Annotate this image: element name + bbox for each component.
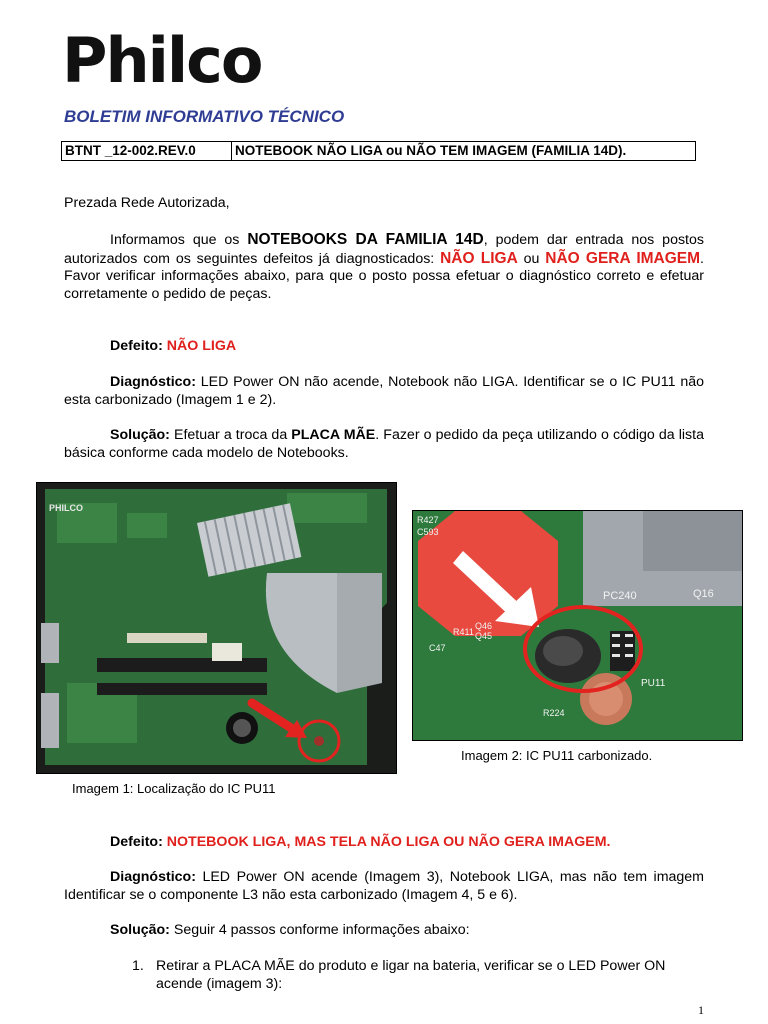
defect2-sol-text: Seguir 4 passos conforme informações abaixo: [169, 922, 470, 938]
defect2-label: Defeito: [110, 834, 167, 850]
defect1-label: Defeito: [110, 338, 167, 354]
intro-text-2: , podem dar entrada nos postos autorizados com os seguintes defeitos já diagnosticados: [64, 232, 704, 267]
pcb-label-3: PC240 [603, 590, 637, 602]
pcb-label-1: R427 [417, 515, 439, 525]
defect1-diagnosis [64, 374, 704, 409]
reference-title: NOTEBOOK NÃO LIGA ou NÃO TEM IMAGEM (FAMILIA 14D). [235, 143, 627, 158]
intro-text-1: Informamos que os [110, 232, 248, 248]
defect1-solution [64, 427, 704, 462]
intro-defect-2: NÃO GERA IMAGEM [545, 249, 701, 267]
intro-family: NOTEBOOKS DA FAMILIA 14D [247, 231, 484, 248]
defect2-diag-label: Diagnóstico: [110, 869, 196, 885]
defect2-solution [110, 922, 470, 940]
defect1-sol-text-2: . Fazer o pedido da peça utilizando o código da lista básica conforme cada modelo de Notebooks. [64, 427, 704, 461]
pcb-label-10: R224 [543, 708, 565, 718]
defect1-heading [110, 338, 236, 356]
defect1-sol-part: PLACA MÃE [291, 427, 376, 443]
intro-defect-1: NÃO LIGA [440, 249, 518, 267]
step-1 [132, 958, 692, 993]
defect1-diag-label: Diagnóstico: [110, 374, 196, 390]
defect2-diagnosis [64, 869, 704, 904]
step-1-text: Retirar a PLACA MÃE do produto e ligar na bateria, verificar se o LED Power ON acende (imagem 3): [156, 958, 666, 992]
pcb-label-6: Q46 [475, 621, 493, 631]
defect1-value: NÃO LIGA [166, 338, 237, 354]
reference-code: BTNT _12-002.REV.0 [62, 142, 232, 160]
pcb-label-9: PU11 [641, 678, 666, 689]
pcb-label-2: C593 [417, 527, 439, 537]
defect1-sol-text-1: Efetuar a troca da [169, 427, 292, 443]
image1-caption: Imagem 1: Localização do IC PU11 [72, 781, 276, 796]
image2-closeup-photo [412, 510, 743, 741]
philco-logo: Philco [62, 24, 262, 97]
bulletin-title: BOLETIM INFORMATIVO TÉCNICO [64, 107, 345, 126]
reference-box [61, 141, 696, 161]
image1-motherboard-photo [36, 482, 397, 774]
defect2-heading [110, 834, 611, 852]
intro-paragraph [64, 231, 704, 303]
page-number: 1 [698, 1003, 704, 1017]
defect2-value: NOTEBOOK LIGA, MAS TELA NÃO LIGA OU NÃO GERA IMAGEM. [166, 834, 611, 850]
greeting: Prezada Rede Autorizada, [64, 195, 230, 211]
pcb-label-7: Q45 [475, 631, 493, 641]
board-label: PHILCO [49, 503, 84, 513]
intro-text-4: . Favor verificar informações abaixo, para que o posto possa efetuar o diagnóstico correto e efetuar corretamente o pedido de peças. [64, 250, 704, 302]
pcb-label-8: C47 [429, 643, 446, 653]
defect2-sol-label: Solução: [110, 922, 170, 938]
defect1-sol-label: Solução: [110, 427, 170, 443]
defect2-diag-text: LED Power ON acende (Imagem 3), Notebook LIGA, mas não tem imagem Identificar se o componente L3 não esta carbonizado (Imagem 4, 5 e 6). [64, 869, 704, 903]
intro-text-3: ou [517, 250, 546, 267]
closeup-illustration [413, 511, 742, 740]
image2-caption: Imagem 2: IC PU11 carbonizado. [461, 748, 653, 763]
step-1-number: 1. [132, 958, 144, 974]
motherboard-illustration [37, 483, 396, 773]
defect1-diag-text: LED Power ON não acende, Notebook não LIGA. Identificar se o IC PU11 não esta carbonizado (Imagem 1 e 2). [64, 374, 704, 408]
pcb-label-5: R411 [453, 627, 474, 637]
pcb-label-4: Q16 [693, 588, 714, 600]
